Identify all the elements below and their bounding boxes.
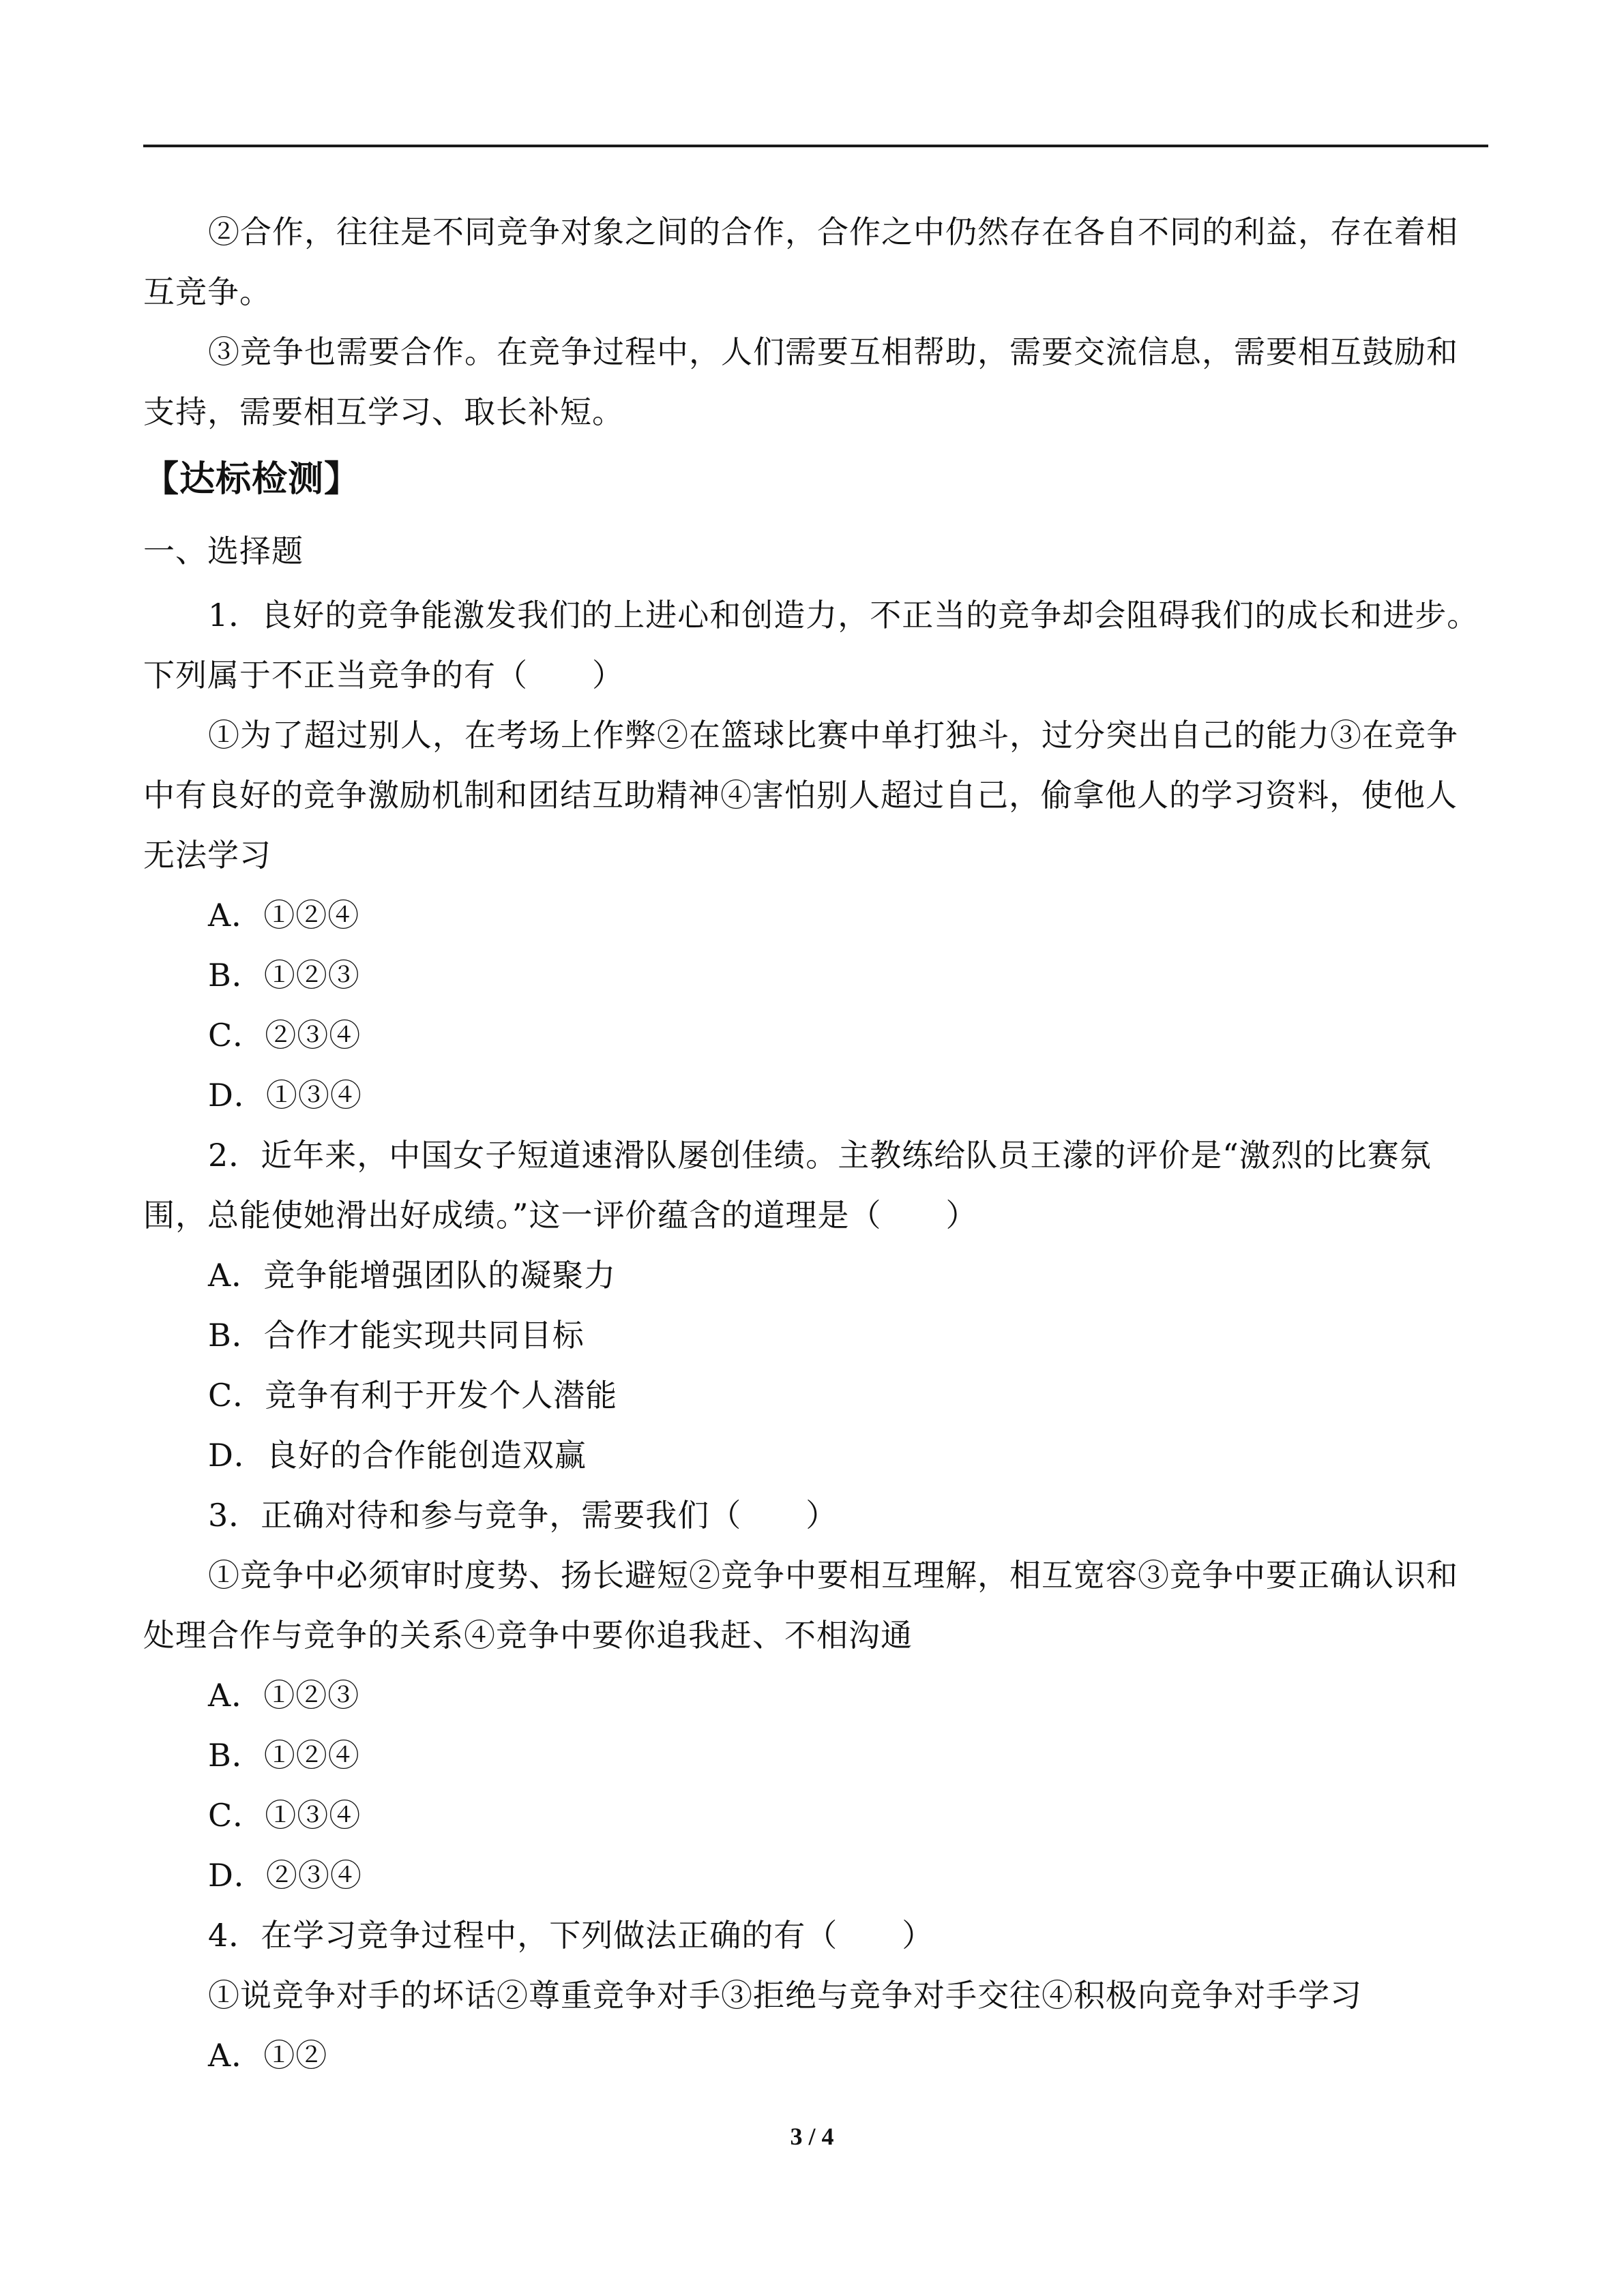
page-content bbox=[143, 202, 1488, 2085]
question-stem: 1．良好的竞争能激发我们的上进心和创造力，不正当的竞争却会阻碍我们的成长和进步。下列属于不正当竞争的有（ ） bbox=[143, 597, 1479, 694]
question-2 bbox=[143, 1125, 1488, 1485]
option-b: B．合作才能实现共同目标 bbox=[208, 1317, 585, 1354]
option-d: D．②③④ bbox=[208, 1857, 362, 1894]
option-a: A．①②④ bbox=[208, 897, 360, 934]
question-stem: 3．正确对待和参与竞争，需要我们（ ） bbox=[208, 1497, 838, 1534]
intro-point-2: ②合作，往往是不同竞争对象之间的合作，合作之中仍然存在各自不同的利益，存在着相互竞争。 bbox=[143, 213, 1458, 310]
option-c: C．竞争有利于开发个人潜能 bbox=[208, 1377, 618, 1414]
question-statements: ①竞争中必须审时度势、扬长避短②竞争中要相互理解，相互宽容③竞争中要正确认识和处理合作与竞争的关系④竞争中要你追我赶、不相沟通 bbox=[143, 1557, 1458, 1654]
question-stem: 2．近年来，中国女子短道速滑队屡创佳绩。主教练给队员王濛的评价是“激烈的比赛氛围，总能使她滑出好成绩。”这一评价蕴含的道理是（ ） bbox=[143, 1137, 1432, 1234]
intro-point-3: ③竞争也需要合作。在竞争过程中，人们需要互相帮助，需要交流信息，需要相互鼓励和支持，需要相互学习、取长补短。 bbox=[143, 333, 1458, 430]
option-b: B．①②③ bbox=[208, 957, 360, 994]
option-b: B．①②④ bbox=[208, 1737, 360, 1774]
option-a: A．①②③ bbox=[208, 1677, 360, 1714]
question-statements: ①为了超过别人，在考场上作弊②在篮球比赛中单打独斗，过分突出自己的能力③在竞争中有良好的竞争激励机制和团结互助精神④害怕别人超过自己，偷拿他人的学习资料，使他人无法学习 bbox=[143, 717, 1458, 874]
question-stem: 4．在学习竞争过程中，下列做法正确的有（ ） bbox=[208, 1917, 934, 1954]
section-heading: 【达标检测】 bbox=[143, 459, 361, 500]
question-statements: ①说竞争对手的坏话②尊重竞争对手③拒绝与竞争对手交往④积极向竞争对手学习 bbox=[208, 1977, 1362, 2014]
option-a: A．竞争能增强团队的凝聚力 bbox=[208, 1257, 617, 1294]
question-1 bbox=[143, 585, 1488, 1125]
section-title: 一、选择题 bbox=[143, 533, 304, 569]
question-4 bbox=[143, 1905, 1488, 2085]
question-3 bbox=[143, 1485, 1488, 1905]
option-c: C．②③④ bbox=[208, 1017, 361, 1054]
option-a: A．①② bbox=[208, 2037, 328, 2074]
page-number: 3 / 4 bbox=[790, 2123, 834, 2150]
option-d: D．良好的合作能创造双赢 bbox=[208, 1437, 587, 1474]
header-rule bbox=[143, 145, 1488, 147]
option-c: C．①③④ bbox=[208, 1797, 361, 1834]
option-d: D．①③④ bbox=[208, 1077, 362, 1114]
